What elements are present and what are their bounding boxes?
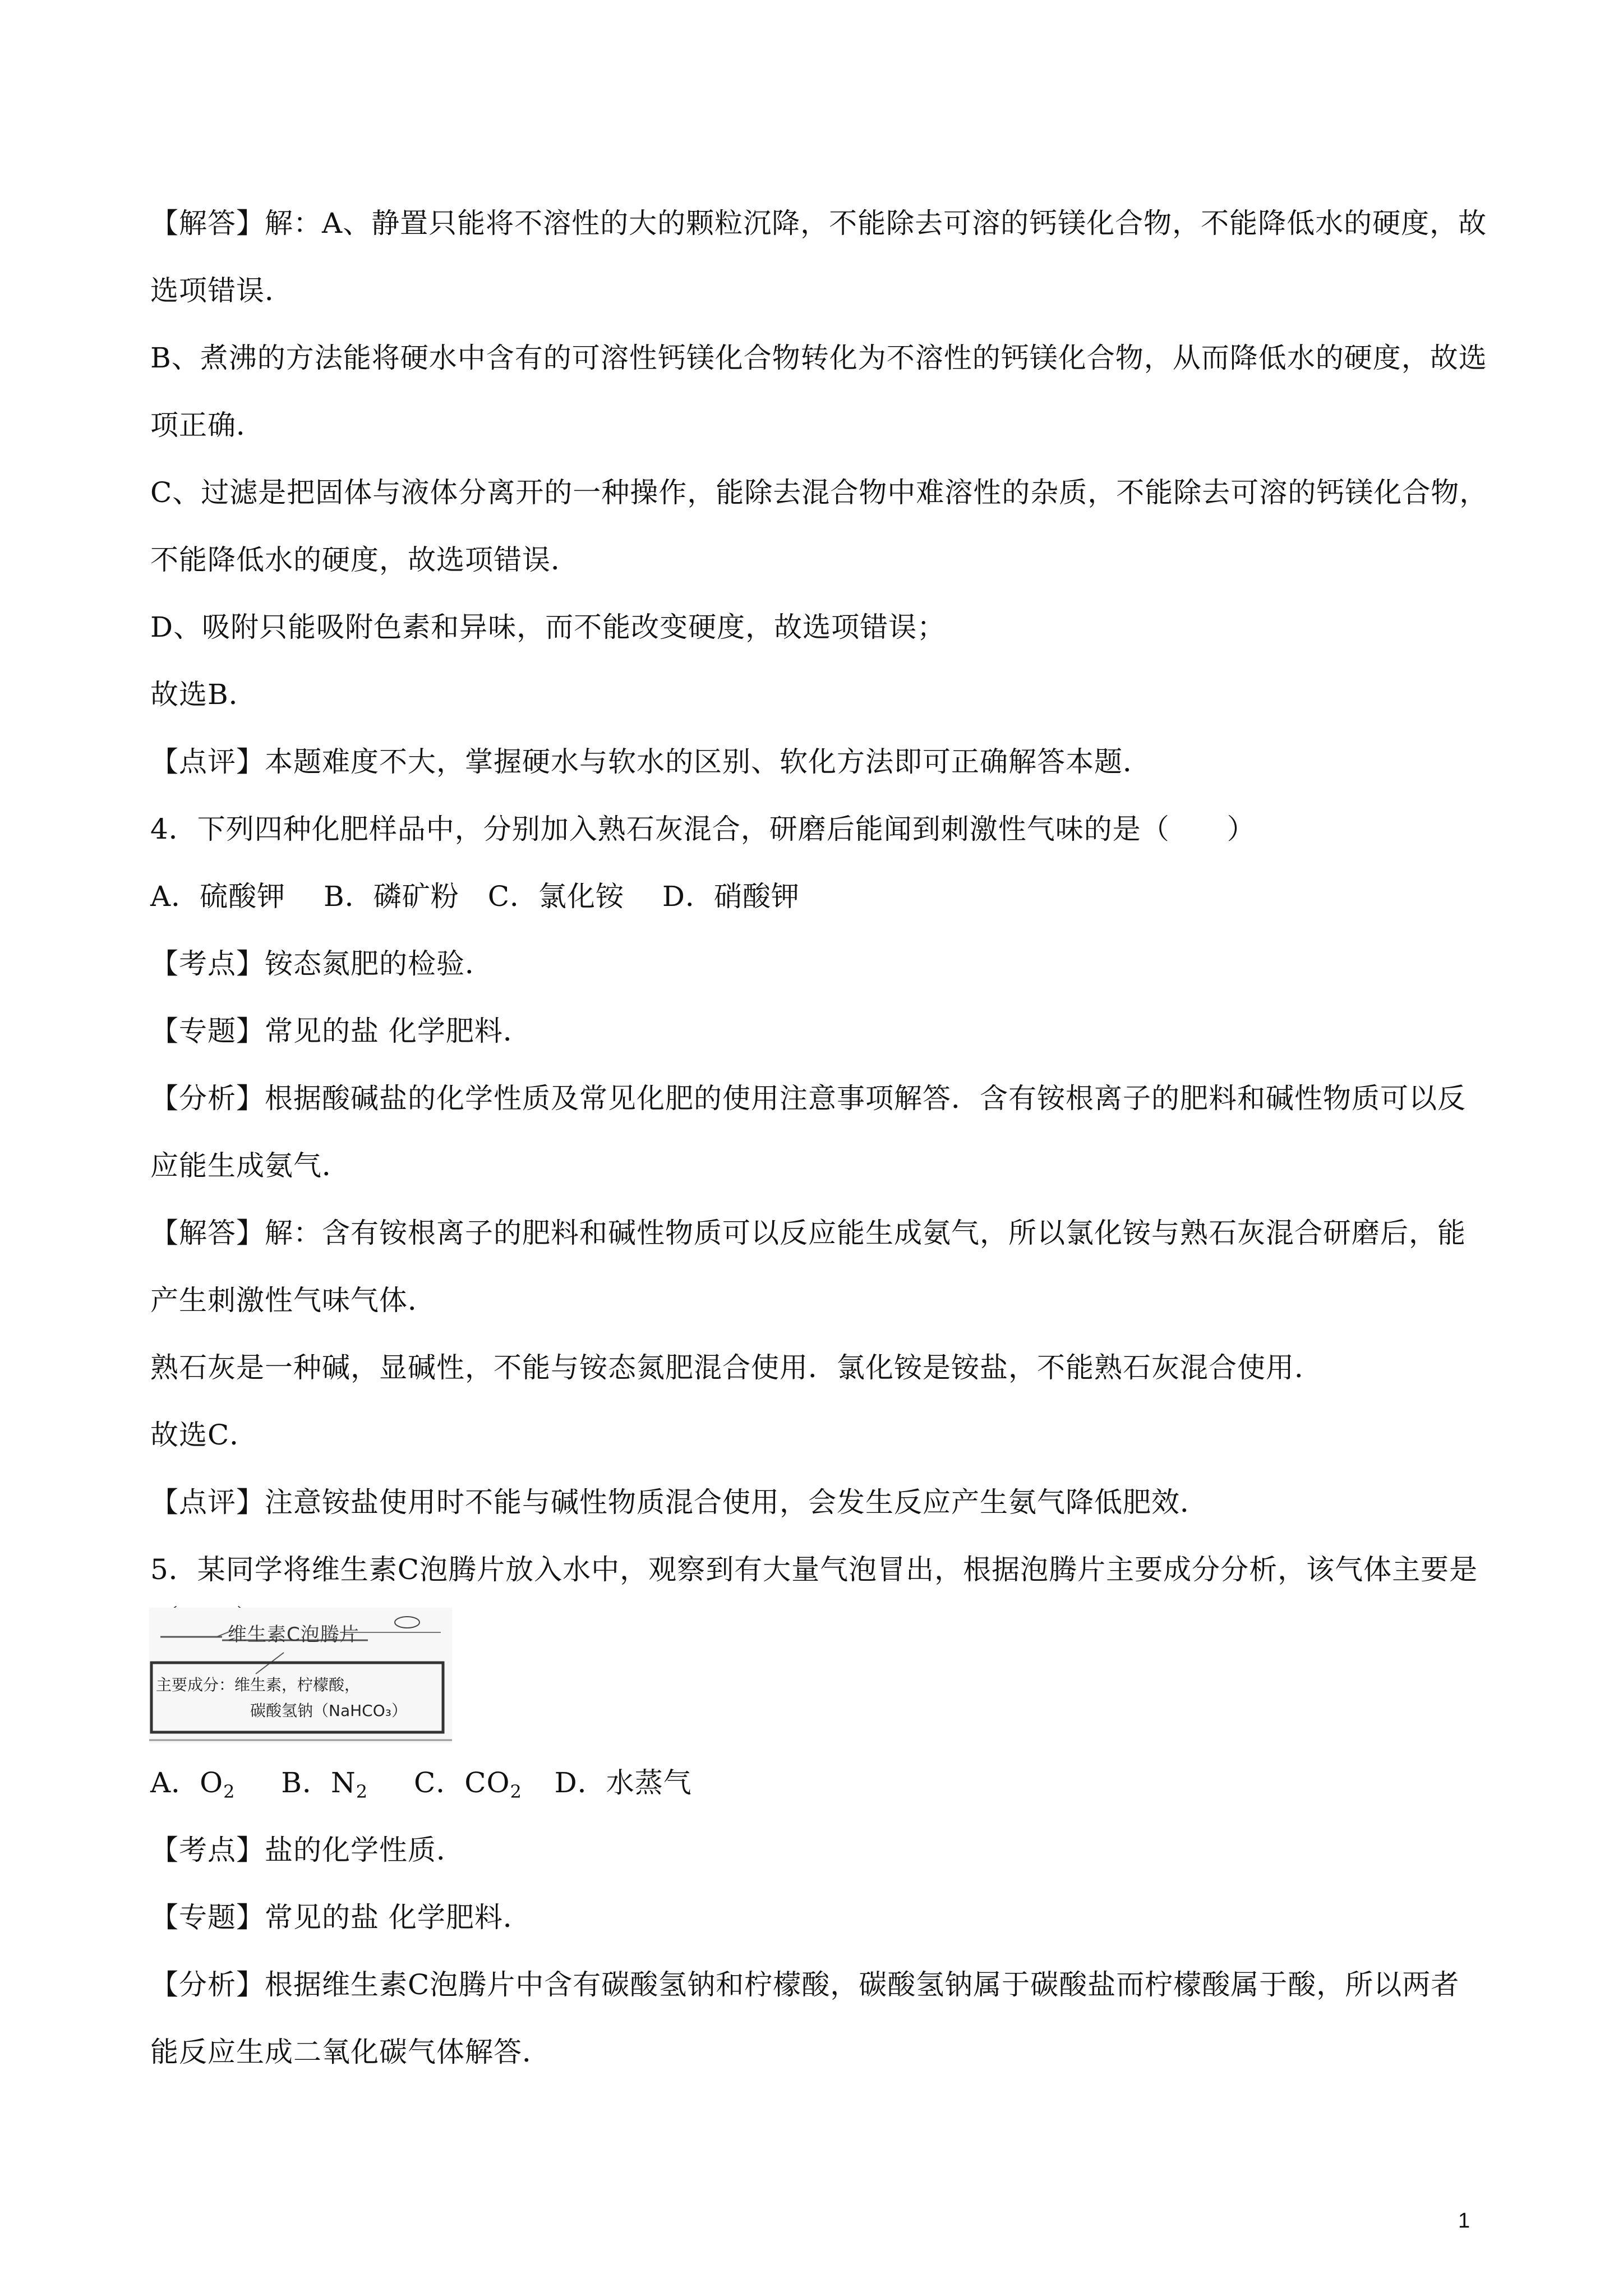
option-d: D．水蒸气	[554, 1766, 692, 1799]
option-b: B．$N_2$	[281, 1766, 368, 1802]
text-line: 故选C．	[150, 1419, 259, 1451]
option-c: C．$CO_2$	[413, 1766, 522, 1802]
package-title: 维生素C泡腾片	[228, 1623, 359, 1646]
text-line: 选项错误．	[150, 274, 293, 307]
package-ingredients: 主要成分：维生素，柠檬酸，	[156, 1676, 361, 1694]
question-4-options: A．硫酸钾 B．磷矿粉 C．氯化铵 D．硝酸钾	[150, 880, 800, 913]
question-5-options	[150, 1765, 1479, 1801]
text-line: C、过滤是把固体与液体分离开的一种操作，能除去混合物中难溶性的杂质，不能除去可溶的钙镁化合物，	[150, 476, 1488, 509]
question-5: 5．某同学将维生素C泡腾片放入水中，观察到有大量气泡冒出，根据泡腾片主要成分分析，该气体主要是	[150, 1553, 1478, 1586]
text-line: D、吸附只能吸附色素和异味，而不能改变硬度，故选项错误；	[150, 611, 946, 643]
text-line: 故选B．	[150, 678, 257, 711]
text-line: 应能生成氨气．	[150, 1149, 351, 1182]
text-line: 熟石灰是一种碱，显碱性，不能与铵态氮肥混合使用．氯化铵是铵盐，不能熟石灰混合使用．	[150, 1351, 1323, 1384]
package-image	[149, 1608, 452, 1743]
text-line: 【分析】根据酸碱盐的化学性质及常见化肥的使用注意事项解答．含有铵根离子的肥料和碱性物质可以反	[150, 1082, 1466, 1115]
text-line: 【解答】解：A、静置只能将不溶性的大的颗粒沉降，不能除去可溶的钙镁化合物，不能降低水的硬度，故	[150, 207, 1487, 240]
option-a: A．$O_2$	[150, 1766, 236, 1802]
text-line: 产生刺激性气味气体．	[150, 1284, 436, 1317]
text-line: 能反应生成二氧化碳气体解答．	[150, 2036, 551, 2068]
text-line: 不能降低水的硬度，故选项错误．	[150, 544, 579, 576]
package-ingredients: 碳酸氢钠（NaHCO₃）	[250, 1701, 407, 1720]
text-line: 【专题】常见的盐 化学肥料．	[150, 1901, 532, 1934]
text-line: 【点评】本题难度不大，掌握硬水与软水的区别、软化方法即可正确解答本题．	[150, 746, 1151, 778]
text-line: 【解答】解：含有铵根离子的肥料和碱性物质可以反应能生成氨气，所以氯化铵与熟石灰混合研磨后，能	[150, 1217, 1466, 1249]
text-line: 【考点】盐的化学性质．	[150, 1834, 465, 1866]
text-line: 【专题】常见的盐 化学肥料．	[150, 1015, 532, 1047]
text-line: 【点评】注意铵盐使用时不能与碱性物质混合使用，会发生反应产生氨气降低肥效．	[150, 1486, 1209, 1519]
text-line: 【考点】铵态氮肥的检验．	[150, 947, 494, 980]
text-line: 项正确．	[150, 409, 265, 441]
page-number: 1	[1458, 2209, 1470, 2233]
text-line: B、煮沸的方法能将硬水中含有的可溶性钙镁化合物转化为不溶性的钙镁化合物，从而降低水的硬度，故选	[150, 342, 1487, 374]
question-4: 4．下列四种化肥样品中，分别加入熟石灰混合，研磨后能闻到刺激性气味的是（ ）	[150, 813, 1256, 845]
text-line: 【分析】根据维生素C泡腾片中含有碳酸氢钠和柠檬酸，碳酸氢钠属于碳酸盐而柠檬酸属于酸，所以两者	[150, 1968, 1460, 2001]
